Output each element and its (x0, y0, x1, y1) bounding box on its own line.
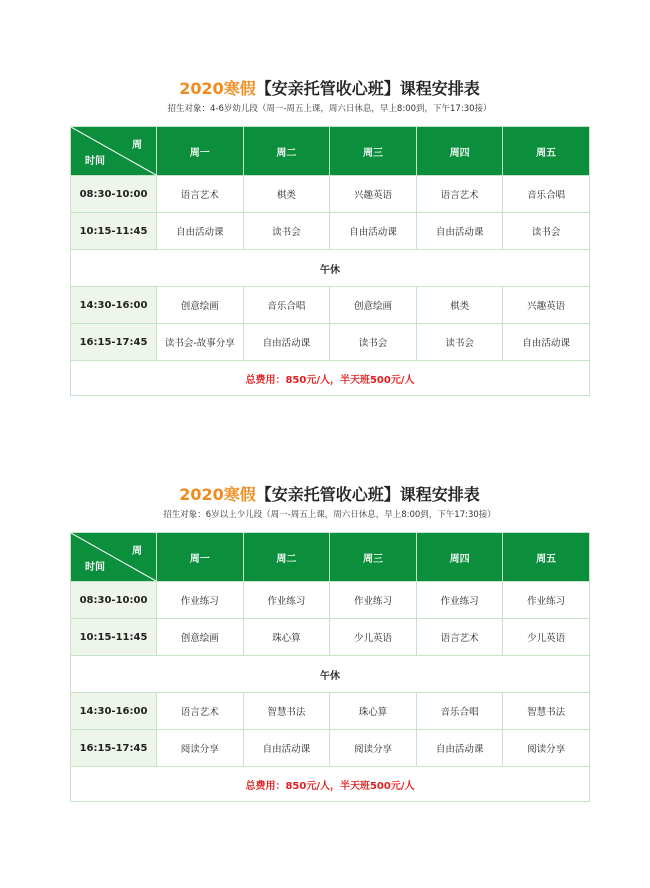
course-cell: 读书会-故事分享 (157, 324, 244, 361)
course-cell: 少儿英语 (330, 619, 417, 656)
day-header: 周五 (503, 533, 590, 582)
day-header: 周四 (416, 533, 503, 582)
course-cell: 阅读分享 (157, 730, 244, 767)
schedule-table (70, 126, 590, 396)
time-slot: 10:15-11:45 (71, 619, 157, 656)
noon-row (71, 250, 590, 287)
table-row (71, 287, 590, 324)
title-text: 【安亲托管收心班】课程安排表 (255, 79, 480, 98)
title-year: 2020寒假 (179, 485, 256, 504)
corner-day-label: 周 (132, 140, 142, 151)
time-slot: 14:30-16:00 (71, 287, 157, 324)
noon-break: 午休 (71, 250, 590, 287)
course-cell: 自由活动课 (243, 324, 330, 361)
table-header-row (71, 127, 590, 176)
course-cell: 读书会 (330, 324, 417, 361)
time-slot: 10:15-11:45 (71, 213, 157, 250)
schedule-title (70, 78, 589, 100)
course-cell: 兴趣英语 (503, 287, 590, 324)
course-cell: 兴趣英语 (330, 176, 417, 213)
table-row (71, 693, 590, 730)
course-cell: 自由活动课 (330, 213, 417, 250)
time-slot: 08:30-10:00 (71, 176, 157, 213)
schedule-section-2 (70, 484, 589, 802)
total-fee: 总费用：850元/人，半天班500元/人 (71, 361, 590, 396)
schedule-subtitle: 招生对象：6岁以上少儿段（周一-周五上课，周六日休息，早上8:00到，下午17:30接） (163, 510, 496, 520)
course-cell: 读书会 (503, 213, 590, 250)
course-cell: 作业练习 (416, 582, 503, 619)
table-row (71, 582, 590, 619)
table-row (71, 213, 590, 250)
course-cell: 读书会 (243, 213, 330, 250)
noon-row (71, 656, 590, 693)
course-cell: 作业练习 (243, 582, 330, 619)
course-cell: 少儿英语 (503, 619, 590, 656)
time-slot: 08:30-10:00 (71, 582, 157, 619)
course-cell: 语言艺术 (416, 619, 503, 656)
day-header: 周三 (330, 127, 417, 176)
course-cell: 读书会 (416, 324, 503, 361)
schedule-title (70, 484, 589, 506)
course-cell: 作业练习 (503, 582, 590, 619)
course-cell: 音乐合唱 (416, 693, 503, 730)
course-cell: 作业练习 (157, 582, 244, 619)
course-cell: 珠心算 (330, 693, 417, 730)
day-header: 周二 (243, 533, 330, 582)
course-cell: 创意绘画 (157, 287, 244, 324)
table-row (71, 176, 590, 213)
course-cell: 自由活动课 (416, 730, 503, 767)
course-cell: 音乐合唱 (243, 287, 330, 324)
time-slot: 14:30-16:00 (71, 693, 157, 730)
day-header: 周四 (416, 127, 503, 176)
diagonal-line (71, 127, 156, 175)
title-text: 【安亲托管收心班】课程安排表 (255, 485, 480, 504)
total-fee: 总费用：850元/人，半天班500元/人 (71, 767, 590, 802)
course-cell: 创意绘画 (157, 619, 244, 656)
course-cell: 语言艺术 (157, 693, 244, 730)
schedule-subtitle: 招生对象：4-6岁幼儿段（周一-周五上课，周六日休息，早上8:00到，下午17:30接） (167, 104, 492, 114)
fee-row (71, 361, 590, 396)
day-header: 周五 (503, 127, 590, 176)
schedule-table (70, 532, 590, 802)
corner-time-label: 时间 (85, 562, 105, 573)
time-slot: 16:15-17:45 (71, 324, 157, 361)
time-slot: 16:15-17:45 (71, 730, 157, 767)
day-header: 周一 (157, 533, 244, 582)
course-cell: 语言艺术 (416, 176, 503, 213)
corner-day-label: 周 (132, 546, 142, 557)
table-row (71, 730, 590, 767)
schedule-section-1 (70, 78, 589, 396)
course-cell: 音乐合唱 (503, 176, 590, 213)
table-row (71, 619, 590, 656)
corner-cell (71, 127, 157, 176)
course-cell: 珠心算 (243, 619, 330, 656)
fee-row (71, 767, 590, 802)
course-cell: 阅读分享 (330, 730, 417, 767)
day-header: 周三 (330, 533, 417, 582)
course-cell: 智慧书法 (503, 693, 590, 730)
course-cell: 创意绘画 (330, 287, 417, 324)
course-cell: 自由活动课 (157, 213, 244, 250)
table-header-row (71, 533, 590, 582)
course-cell: 语言艺术 (157, 176, 244, 213)
course-cell: 阅读分享 (503, 730, 590, 767)
course-cell: 棋类 (243, 176, 330, 213)
course-cell: 自由活动课 (416, 213, 503, 250)
day-header: 周二 (243, 127, 330, 176)
course-cell: 智慧书法 (243, 693, 330, 730)
corner-time-label: 时间 (85, 156, 105, 167)
diagonal-line (71, 533, 156, 581)
title-year: 2020寒假 (179, 79, 256, 98)
corner-cell (71, 533, 157, 582)
course-cell: 作业练习 (330, 582, 417, 619)
day-header: 周一 (157, 127, 244, 176)
course-cell: 自由活动课 (243, 730, 330, 767)
noon-break: 午休 (71, 656, 590, 693)
table-row (71, 324, 590, 361)
course-cell: 棋类 (416, 287, 503, 324)
course-cell: 自由活动课 (503, 324, 590, 361)
